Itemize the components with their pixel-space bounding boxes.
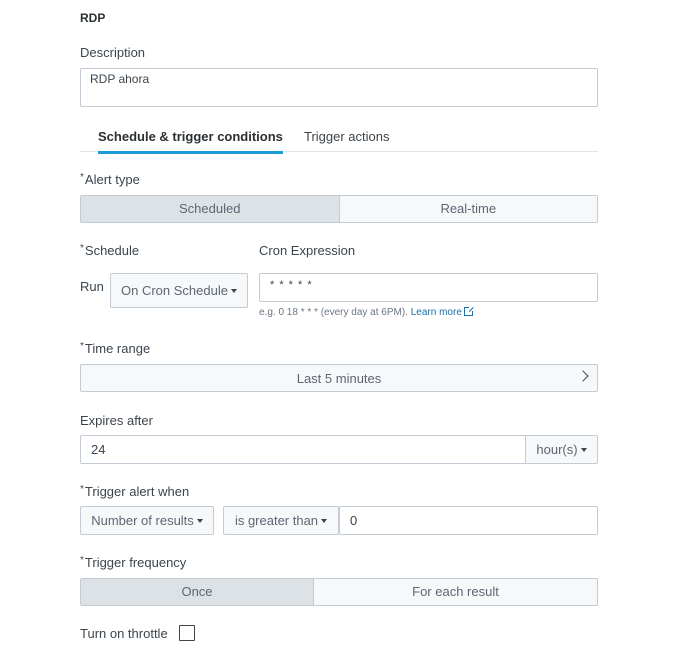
tab-trigger-actions[interactable]: Trigger actions (304, 129, 390, 144)
required-mark: * (80, 484, 84, 495)
expires-after-label: Expires after (80, 413, 153, 428)
throttle-label: Turn on throttle (80, 626, 168, 641)
schedule-label (80, 243, 139, 258)
trigger-frequency-toggle (80, 578, 598, 606)
required-mark: * (80, 341, 84, 352)
schedule-label-text: Schedule (84, 243, 140, 258)
alert-type-toggle (80, 195, 598, 223)
external-link-icon (464, 307, 473, 316)
expires-after-input[interactable]: 24 (80, 435, 527, 464)
description-label: Description (80, 45, 146, 60)
run-label: Run (80, 279, 104, 294)
chevron-right-icon (577, 370, 588, 381)
required-mark: * (80, 172, 84, 183)
time-range-value: Last 5 minutes (296, 370, 382, 386)
trigger-frequency-label-text: Trigger frequency (84, 555, 187, 570)
alert-type-label-text: Alert type (84, 172, 140, 187)
expires-unit-value: hour(s) (536, 442, 578, 457)
alert-type-label (80, 172, 140, 187)
trigger-condition-value: Number of results (91, 513, 194, 528)
learn-more-text: Learn more (410, 307, 462, 318)
cron-help-example: e.g. 0 18 * * * (every day at 6PM). (259, 307, 408, 318)
trigger-alert-when-label-text: Trigger alert when (84, 484, 190, 499)
alert-type-scheduled-button[interactable]: Scheduled (81, 196, 339, 222)
trigger-alert-when-label (80, 484, 189, 499)
learn-more-link[interactable] (411, 307, 473, 318)
chevron-down-icon (231, 289, 237, 293)
trigger-frequency-once-button[interactable]: Once (81, 579, 313, 605)
alert-type-realtime-button[interactable]: Real-time (339, 196, 598, 222)
alert-title: RDP (80, 11, 106, 25)
description-textarea[interactable]: RDP ahora (80, 68, 598, 107)
tab-schedule-trigger-conditions[interactable]: Schedule & trigger conditions (98, 129, 283, 154)
run-schedule-dropdown[interactable] (110, 273, 248, 308)
trigger-frequency-each-result-button[interactable]: For each result (313, 579, 597, 605)
cron-expression-label: Cron Expression (259, 243, 356, 258)
trigger-frequency-label (80, 555, 186, 570)
time-range-picker[interactable] (80, 364, 598, 392)
cron-help-text (259, 307, 473, 318)
required-mark: * (80, 555, 84, 566)
cron-expression-input[interactable]: * * * * * (259, 273, 598, 302)
chevron-down-icon (321, 519, 327, 523)
trigger-value-input[interactable]: 0 (339, 506, 598, 535)
chevron-down-icon (197, 519, 203, 523)
time-range-label (80, 341, 150, 356)
tab-bar (80, 120, 598, 152)
run-schedule-value: On Cron Schedule (121, 283, 228, 298)
throttle-checkbox[interactable] (179, 625, 195, 641)
chevron-down-icon (581, 448, 587, 452)
time-range-label-text: Time range (84, 341, 151, 356)
required-mark: * (80, 243, 84, 254)
trigger-condition-dropdown[interactable] (80, 506, 214, 535)
trigger-operator-dropdown[interactable] (223, 506, 339, 535)
expires-unit-dropdown[interactable] (525, 435, 598, 464)
trigger-operator-value: is greater than (234, 513, 319, 528)
